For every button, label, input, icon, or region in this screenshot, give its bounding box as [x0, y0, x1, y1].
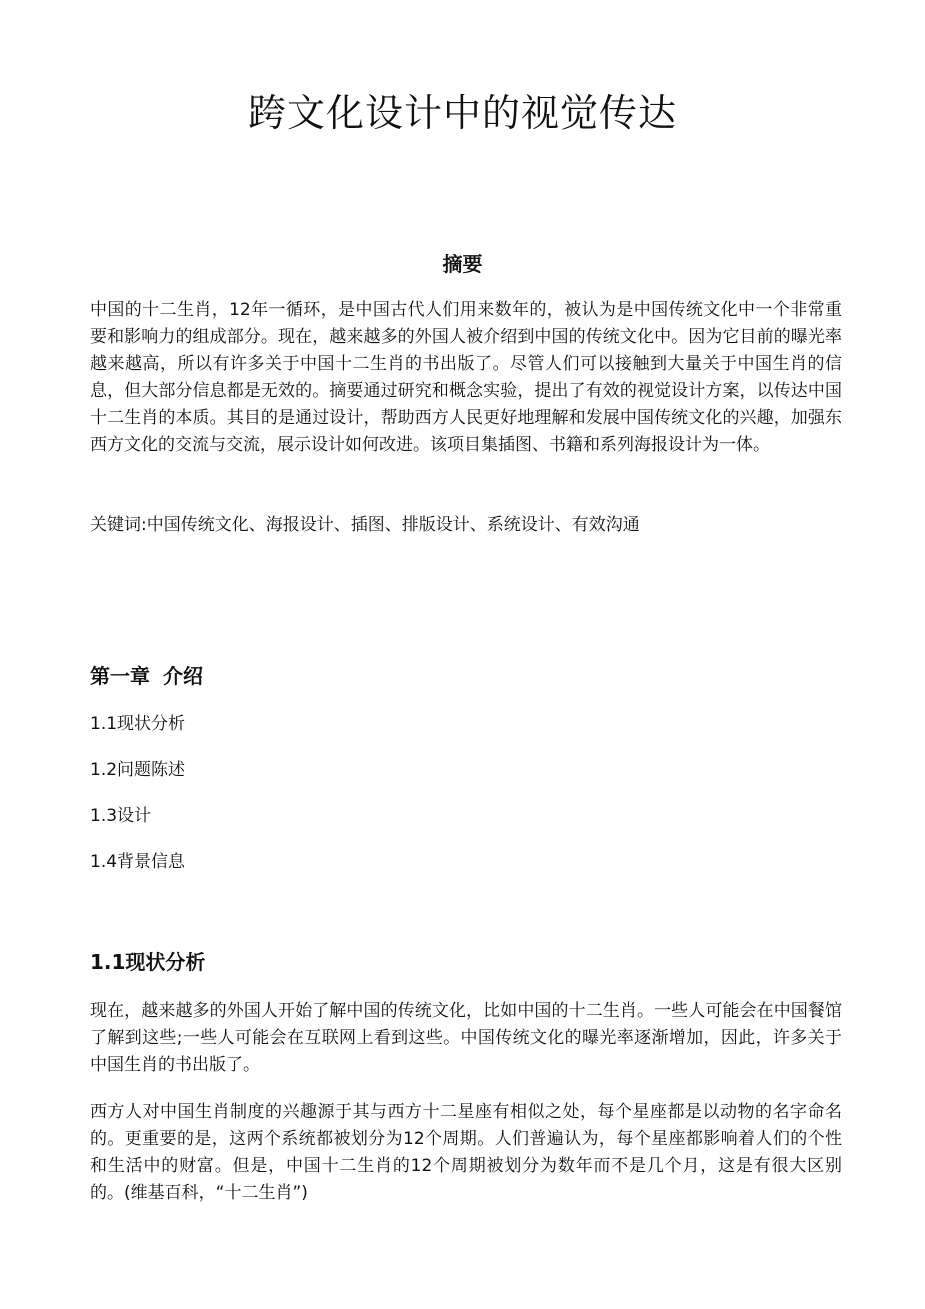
- chapter-heading: 第一章 介绍: [90, 664, 203, 688]
- chapter-toc: [90, 711, 185, 895]
- abstract-heading: 摘要: [442, 252, 483, 276]
- section-heading: 1.1现状分析: [90, 950, 206, 974]
- paper-title: 跨文化设计中的视觉传达: [247, 91, 677, 135]
- section-paragraph: 现在，越来越多的外国人开始了解中国的传统文化，比如中国的十二生肖。一些人可能会在中国餐馆了解到这些;一些人可能会在互联网上看到这些。中国传统文化的曝光率逐渐增加，因此，许多关于中国生肖的书出版了。: [90, 1001, 842, 1075]
- abstract-body: 中国的十二生肖，12年一循环，是中国古代人们用来数年的，被认为是中国传统文化中一个非常重要和影响力的组成部分。现在，越来越多的外国人被介绍到中国的传统文化中。因为它目前的曝光率越来越高，所以有许多关于中国十二生肖的书出版了。尽管人们可以接触到大量关于中国生肖的信息，但大部分信息都是无效的。摘要通过研究和概念实验，提出了有效的视觉设计方案，以传达中国十二生肖的本质。其目的是通过设计，帮助西方人民更好地理解和发展中国传统文化的兴趣，加强东西方文化的交流与交流，展示设计如何改进。该项目集插图、书籍和系列海报设计为一体。: [90, 300, 842, 455]
- section-paragraph: 西方人对中国生肖制度的兴趣源于其与西方十二星座有相似之处，每个星座都是以动物的名字命名的。更重要的是，这两个系统都被划分为12个周期。人们普遍认为，每个星座都影响着人们的个性和生活中的财富。但是，中国十二生肖的12个周期被划分为数年而不是几个月，这是有很大区别的。(维基百科，“十二生肖”): [90, 1102, 842, 1203]
- toc-item-1-1: 1.1现状分析: [90, 714, 186, 734]
- toc-item-1-3: 1.3设计: [90, 806, 152, 826]
- toc-item-1-2: 1.2问题陈述: [90, 760, 186, 780]
- toc-item-1-4: 1.4背景信息: [90, 852, 186, 872]
- keywords: 关键词:中国传统文化、海报设计、插图、排版设计、系统设计、有效沟通: [90, 515, 640, 535]
